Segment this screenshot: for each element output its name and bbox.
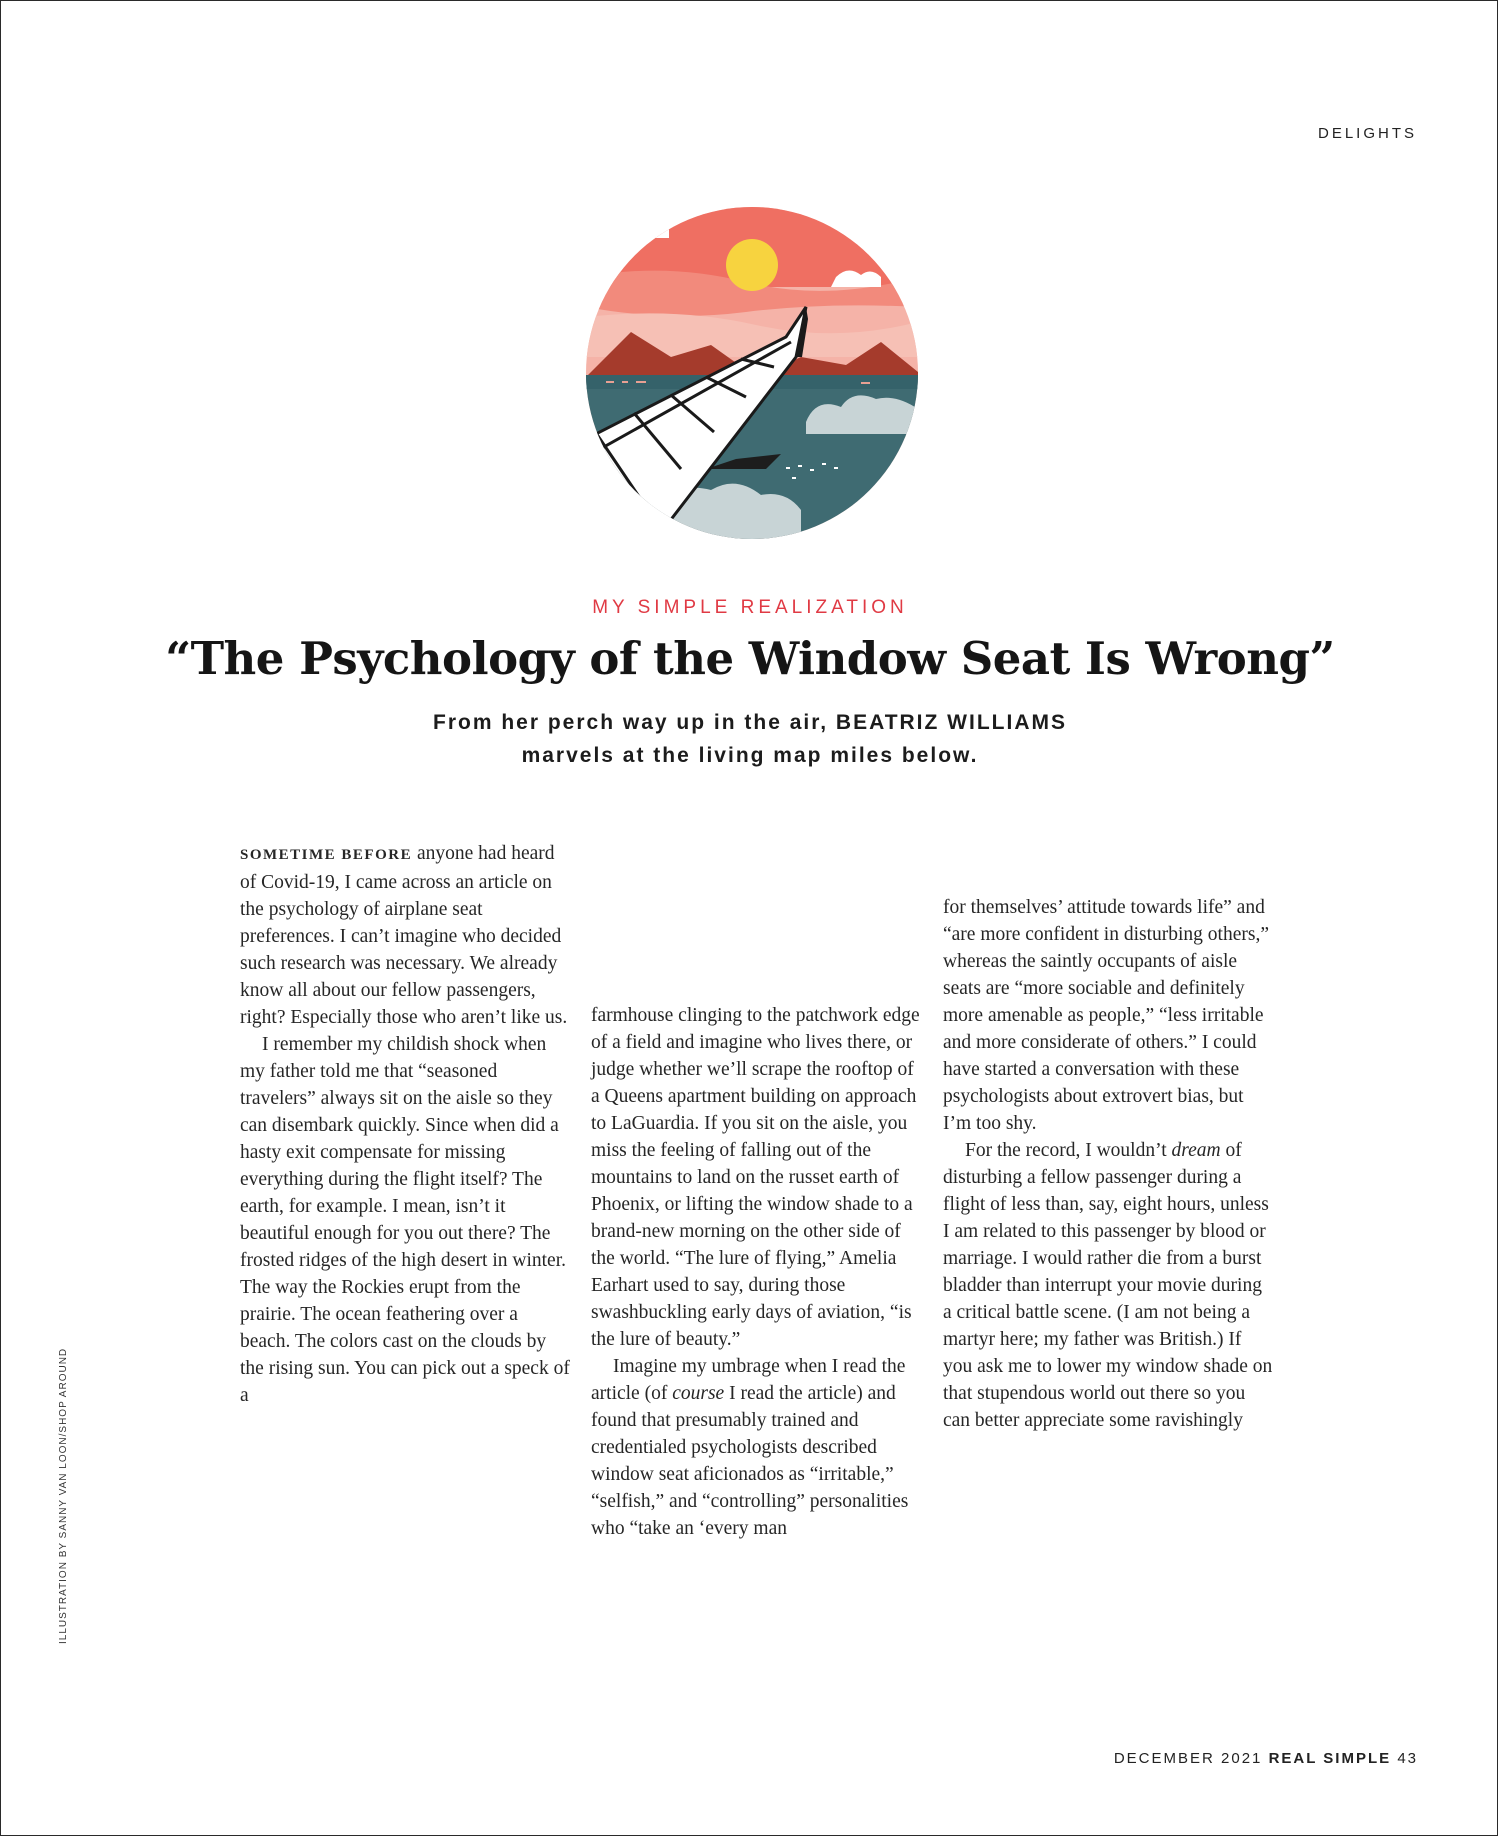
airplane-window-view-illustration bbox=[586, 207, 918, 539]
paragraph: I remember my childish shock when my father told me that “seasoned travelers” always sit on the aisle so they can disembark quickly. Since when did a hasty exit compensate for missing everything during the flight itself? The earth, for example. I mean, isn’t it beautiful enough for you out there? The frosted ridges of the high desert in winter. The way the Rockies erupt from the prairie. The ocean feathering over a beach. The colors cast on the clouds by the rising sun. You can pick out a speck of a bbox=[240, 1034, 570, 1406]
page-title: “The Psychology of the Window Seat Is Wrong” bbox=[165, 632, 1335, 685]
magazine-name: REAL SIMPLE bbox=[1268, 1750, 1392, 1767]
lead-in: SOMETIME BEFORE bbox=[240, 847, 413, 863]
issue-date: DECEMBER 2021 bbox=[1113, 1750, 1263, 1767]
paragraph: Imagine my umbrage when I read the article (of course I read the article) and found that presumably trained and credentialed psychologists described window seat aficionados as “irritable,” “selfish,” and “controlling” personalities who “take an ‘every man bbox=[591, 1356, 909, 1539]
dek bbox=[0, 706, 1500, 772]
illustration-credit: ILLUSTRATION BY SANNY VAN LOON/SHOP AROUND bbox=[58, 1347, 69, 1644]
folio bbox=[1114, 1750, 1418, 1767]
body-column-1 bbox=[240, 840, 570, 1409]
body-column-3 bbox=[943, 894, 1273, 1434]
page-number: 43 bbox=[1397, 1750, 1418, 1767]
kicker: MY SIMPLE REALIZATION bbox=[592, 597, 908, 618]
sun-icon bbox=[726, 239, 778, 291]
section-label: DELIGHTS bbox=[1317, 125, 1417, 142]
paragraph: for themselves’ attitude towards life” and “are more confident in disturbing others,” whereas the saintly occupants of aisle seats are “more sociable and definitely more amenable as people,” “less irritable and more considerate of others.” I could have started a conversation with these psychologists about extrovert bias, but I’m too shy. bbox=[943, 897, 1269, 1134]
body-column-2 bbox=[591, 1002, 921, 1542]
paragraph: farmhouse clinging to the patchwork edge of a field and imagine who lives there, or judge whether we’ll scrape the rooftop of a Queens apartment building on approach to LaGuardia. If you sit on the aisle, you miss the feeling of falling out of the mountains to land on the russet earth of Phoenix, or lifting the window shade to a brand-new morning on the other side of the world. “The lure of flying,” Amelia Earhart used to say, during those swashbuckling early days of aviation, “is the lure of beauty.” bbox=[591, 1005, 920, 1350]
dek-line-2: marvels at the living map miles below. bbox=[521, 744, 979, 767]
paragraph: For the record, I wouldn’t dream of disturbing a fellow passenger during a flight of less than, say, eight hours, unless I am related to this passenger by blood or marriage. I would rather die from a burst bladder than interrupt your movie during a critical battle scene. (I am not being a martyr here; my father was British.) If you ask me to lower my window shade on that stupendous world out there so you can better appreciate some ravishingly bbox=[943, 1140, 1273, 1431]
paragraph: SOMETIME BEFORE anyone had heard of Covid-19, I came across an article on the psychology of airplane seat preferences. I can’t imagine who decided such research was necessary. We already know all about our fellow passengers, right? Especially those who aren’t like us. bbox=[240, 843, 568, 1028]
dek-line-1: From her perch way up in the air, BEATRIZ WILLIAMS bbox=[433, 711, 1067, 734]
